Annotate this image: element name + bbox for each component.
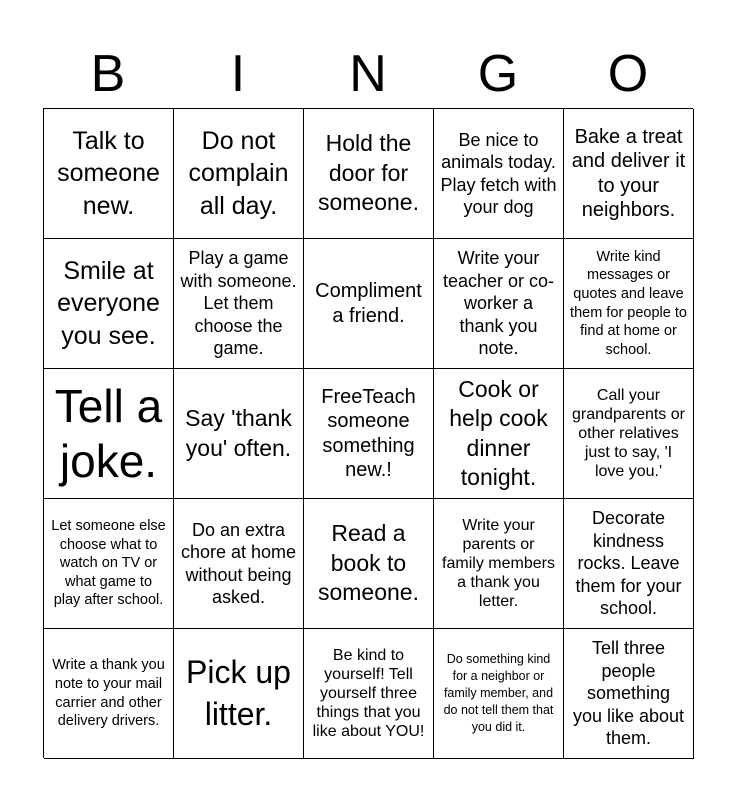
bingo-cell-r3-c5[interactable] [564,369,694,499]
cell-text: Write kind messages or quotes and leave them for people to find at home or school. [570,248,687,358]
cell-text: Say 'thank you' often. [185,405,292,461]
cell-text: Write a thank you note to your mail carrier and other delivery drivers. [52,657,165,730]
cell-text: Be nice to animals today. Play fetch with your dog [440,129,557,217]
cell-text: Call your grandparents or other relatives just to say, 'I love you.' [572,386,685,481]
header-letter-o: O [607,45,649,103]
bingo-cell-r5-c3[interactable] [304,629,434,759]
bingo-cell-r5-c4[interactable] [434,629,564,759]
cell-text: Be kind to yourself! Tell yourself three things that you like about YOU! [312,646,425,741]
cell-text: Play a game with someone. Let them choose the game. [180,248,297,359]
cell-text: Tell three people something you like about them. [572,638,685,749]
cell-text: Bake a treat and deliver it to your neighbors. [571,125,686,221]
header-letter-i: I [230,45,246,103]
bingo-cell-r1-c2[interactable] [174,109,304,239]
header-letter-n: N [349,45,387,103]
bingo-header [43,40,693,108]
bingo-cell-r4-c2[interactable] [174,499,304,629]
cell-text: Compliment a friend. [315,280,422,327]
bingo-cell-r5-c1[interactable] [44,629,174,759]
bingo-cell-r4-c3[interactable] [304,499,434,629]
bingo-cell-r3-c1[interactable] [44,369,174,499]
bingo-cell-r2-c4[interactable] [434,239,564,369]
bingo-cell-r1-c1[interactable] [44,109,174,239]
cell-text: Pick up litter. [186,653,291,732]
bingo-cell-r2-c3[interactable] [304,239,434,369]
bingo-cell-r3-c2[interactable] [174,369,304,499]
cell-text: Cook or help cook dinner tonight. [449,375,548,490]
cell-text: Read a book to someone. [317,520,419,606]
cell-text: Decorate kindness rocks. Leave them for your school. [575,508,682,619]
cell-text: FreeTeach someone something new.! [321,385,416,481]
cell-text: Do not complain all day. [188,126,289,220]
bingo-cell-r5-c2[interactable] [174,629,304,759]
cell-text: Talk to someone new. [57,126,160,220]
bingo-cell-r2-c5[interactable] [564,239,694,369]
cell-text: Let someone else choose what to watch on TV or what game to play after school. [51,518,166,609]
cell-text: Tell a joke. [54,380,163,487]
bingo-cell-r1-c3[interactable] [304,109,434,239]
header-letter-g: G [477,45,519,103]
header-letter-b: B [90,45,126,103]
bingo-cell-r4-c5[interactable] [564,499,694,629]
cell-text: Do an extra chore at home without being asked. [180,519,297,607]
cell-text: Do something kind for a neighbor or family member, and do not tell them that you did it. [443,652,554,734]
bingo-cell-r1-c4[interactable] [434,109,564,239]
bingo-cell-r2-c2[interactable] [174,239,304,369]
bingo-cell-r2-c1[interactable] [44,239,174,369]
cell-text: Smile at everyone you see. [57,256,160,350]
bingo-board [43,108,693,758]
bingo-cell-r4-c1[interactable] [44,499,174,629]
bingo-cell-r3-c4[interactable] [434,369,564,499]
bingo-cell-r4-c4[interactable] [434,499,564,629]
cell-text: Write your parents or family members a thank you letter. [442,516,555,611]
cell-text: Write your teacher or co-worker a thank you note. [442,248,555,359]
bingo-cell-r3-c3[interactable] [304,369,434,499]
bingo-cell-r1-c5[interactable] [564,109,694,239]
bingo-cell-r5-c5[interactable] [564,629,694,759]
cell-text: Hold the door for someone. [317,130,419,216]
